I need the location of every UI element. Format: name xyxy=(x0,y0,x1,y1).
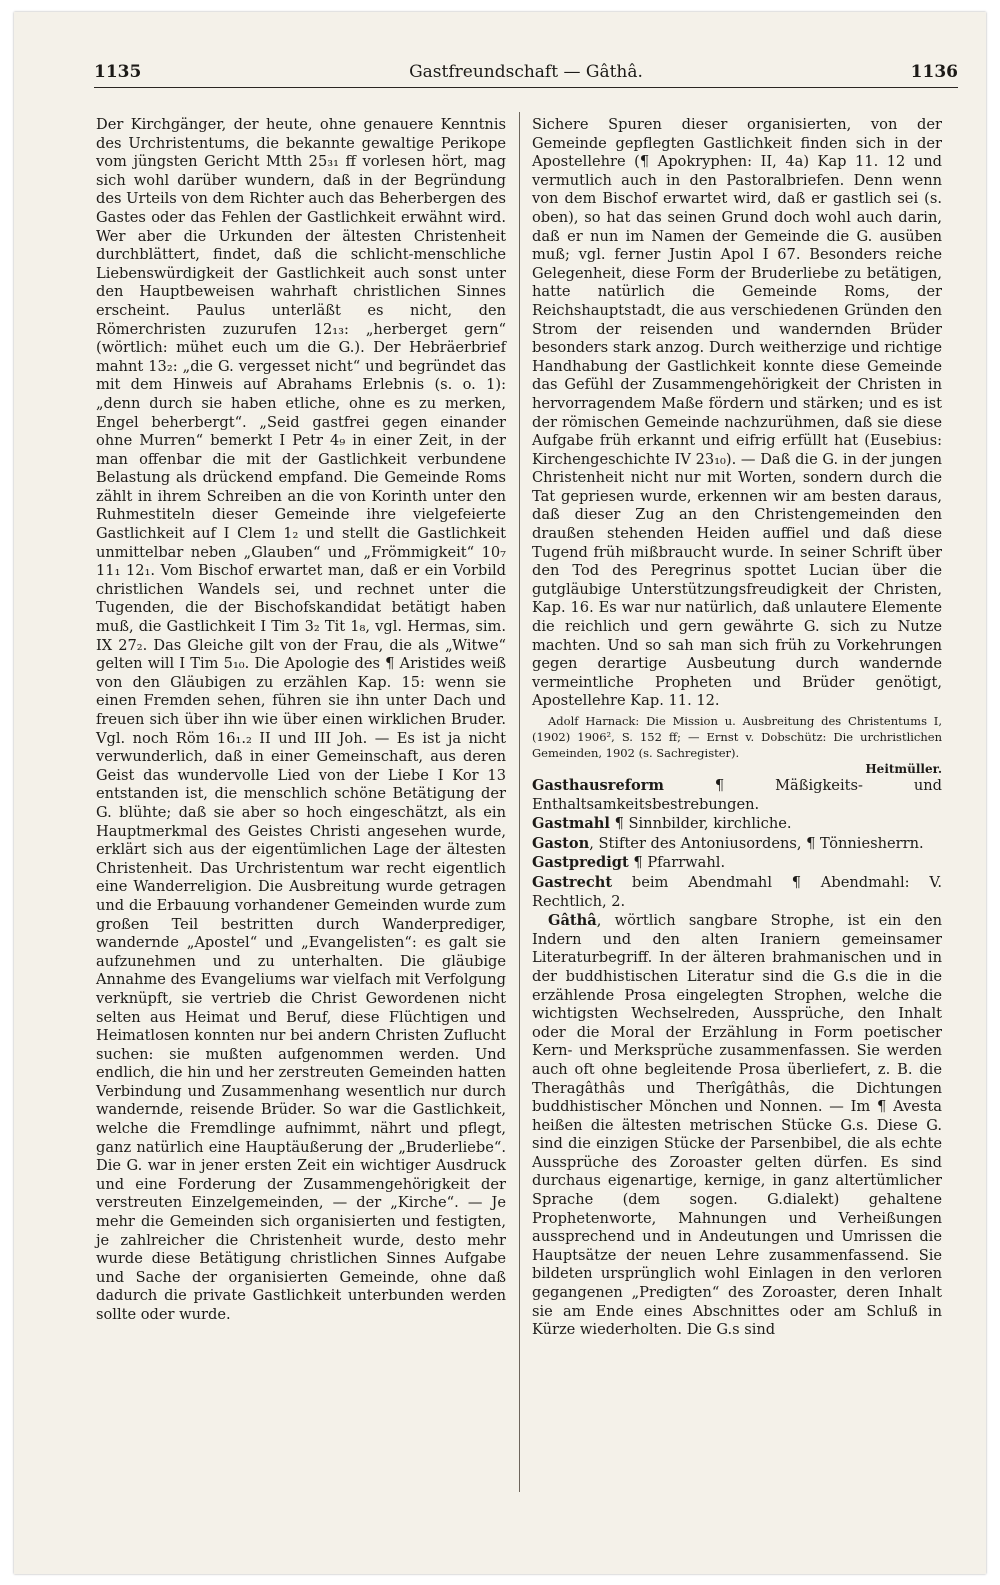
running-title: Gastfreundschaft — Gâthâ. xyxy=(409,62,643,82)
entry-text: ¶ Mäßigkeits- und Enthaltsamkeitsbestrebungen. xyxy=(532,777,942,813)
lemma: Gastpredigt xyxy=(532,854,629,872)
page-number-right: 1136 xyxy=(910,62,958,82)
entry-text: ¶ Sinnbilder, kirchliche. xyxy=(609,815,792,833)
page-number-left: 1135 xyxy=(94,62,142,82)
entry-gastmahl xyxy=(532,815,942,834)
article-author: Heitmüller. xyxy=(865,762,942,776)
lemma: Gastrecht xyxy=(532,873,613,891)
entry-text: , wörtlich sangbare Strophe, ist ein den Indern und den alten Iraniern gemeinsamer Literaturbegriff. In der älteren brahmanischen und in der buddhistischen Literatur sind die G.s die in die erzählende Prosa eingelegten Strophen, welche die wichtigsten Wechselreden, Aussprüche, den Inhalt oder die Moral der Erzählung in Form poetischer Kern- und Merksprüche zusammenfassen. Sie werden auch oft ohne begleitende Prosa überliefert, z. B. die Theragâthâs und Therîgâthâs, die Dichtungen buddhistischer Mönchen und Nonnen. — Im ¶ Avesta heißen die ältesten metrischen Stücke G.s. Diese G. sind die einzigen Stücke der Parsenbibel, die als echte Aussprüche des Zoroaster gelten dürfen. Es sind durchaus eigenartige, kernige, in ganz altertümlicher Sprache (dem sogen. G.dialekt) gehaltene Prophetenworte, Mahnungen und Verheißungen aussprechend und in Andeutungen und Umrissen die Hauptsätze der neuen Lehre zusammenfassend. Sie bildeten ursprünglich wohl Einlagen in den verloren gegangenen „Predigten“ des Zoroaster, deren Inhalt sie am Ende eines Abschnittes oder am Schluß in Kürze wiederholten. Die G.s sind xyxy=(532,912,942,1339)
lemma: Gastmahl xyxy=(532,815,610,833)
lemma: Gâthâ xyxy=(548,912,597,930)
right-column xyxy=(532,116,942,1340)
entry-gasthausreform xyxy=(532,777,942,814)
article-paragraph: Der Kirchgänger, der heute, ohne genauere Kenntnis des Urchristentums, die bekannte gewaltige Perikope vom jüngsten Gericht Mtth 25₃₁ ff vorlesen hört, mag sich wohl darüber wundern, daß in der Begründung des Urteils von dem Richter auch das Beherbergen des Gastes oder das Fehlen der Gastlichkeit erwähnt wird. Wer aber die Urkunden der ältesten Christenheit durchblättert, findet, daß die schlicht-menschliche Liebenswürdigkeit der Gastlichkeit auch sonst unter den Hauptbeweisen wahrhaft christlichen Sinnes erscheint. Paulus unterläßt es nicht, den Römerchristen zuzurufen 12₁₃: „herberget gern“ (wörtlich: mühet euch um die G.). Der Hebräerbrief mahnt 13₂: „die G. vergesset nicht“ und begründet das mit dem Hinweis auf Abrahams Erlebnis (s. o. 1): „denn durch sie haben etliche, ohne es zu merken, Engel beherbergt“. „Seid gastfrei gegen einander ohne Murren“ bemerkt I Petr 4₉ in einer Zeit, in der man offenbar die mit der Gastlichkeit verbundene Belastung als drückend empfand. Die Gemeinde Roms zählt in ihrem Schreiben an die von Korinth unter den Ruhmestiteln dieser Gemeinde ihre vielgefeierte Gastlichkeit auf I Clem 1₂ und stellt die Gastlichkeit unmittelbar neben „Glauben“ und „Frömmigkeit“ 10₇ 11₁ 12₁. Vom Bischof erwartet man, daß er ein Vorbild christlichen Wandels sei, und rechnet unter die Tugenden, die der Bischofskandidat betätigt haben muß, die Gastlichkeit I Tim 3₂ Tit 1₈, vgl. Hermas, sim. IX 27₂. Das Gleiche gilt von der Frau, die als „Witwe“ gelten will I Tim 5₁₀. Die Apologie des ¶ Aristides weiß von den Gläubigen zu erzählen Kap. 15: wenn sie einen Fremden sehen, führen sie ihn unter Dach und freuen sich über ihn wie über einen wirklichen Bruder. Vgl. noch Röm 16₁.₂ II und III Joh. — Es ist ja nicht verwunderlich, daß in einer Gemeinschaft, aus deren Geist das wundervolle Lied von der Liebe I Kor 13 entstanden ist, die menschlich schöne Betätigung der G. blühte; daß sie aber so hoch eingeschätzt, als ein Hauptmerkmal des Geistes Christi angesehen wurde, erklärt sich aus der eigentümlichen Lage der ältesten Christenheit. Das Urchristentum war recht eigentlich eine Wanderreligion. Die Ausbreitung wurde getragen und die Erbauung vorhandener Gemeinden wurde zum großen Teil bestritten durch Wanderprediger, wandernde „Apostel“ und „Evangelisten“: es galt sie aufzunehmen und zu unterhalten. Die gläubige Annahme des Evangeliums war vielfach mit Verfolgung verknüpft, sie vertrieb die Christ Gewordenen nicht selten aus Heimat und Beruf, diese Flüchtigen und Heimatlosen konnten nur bei andern Christen Zuflucht suchen: sie mußten aufgenommen werden. Und endlich, die hin und her zerstreuten Gemeinden hatten Verbindung und Zusammenhang wesentlich nur durch wandernde, reisende Brüder. So war die Gastlichkeit, welche die Fremdlinge aufnimmt, nährt und pflegt, ganz natürlich eine Hauptäußerung der „Bruderliebe“. Die G. war in jener ersten Zeit ein wichtiger Ausdruck und eine Forderung der Zusammengehörigkeit der verstreuten Einzelgemeinden, — der „Kirche“. — Je mehr die Gemeinden sich organisierten und festigten, je zahlreicher die Christenheit wurde, desto mehr wurde diese Betätigung christlichen Sinnes Aufgabe und Sache der organisierten Gemeinde, ohne daß dadurch die private Gastlichkeit unterbunden werden sollte oder wurde. xyxy=(96,116,506,1323)
running-header xyxy=(94,57,958,88)
column-divider xyxy=(519,112,520,1492)
entry-text: ¶ Pfarrwahl. xyxy=(628,854,726,872)
entry-gatha xyxy=(532,912,942,1340)
entry-text: beim Abendmahl ¶ Abendmahl: V. Rechtlich, 2. xyxy=(532,873,942,910)
bibliography: Adolf Harnack: Die Mission u. Ausbreitung des Christentums I, (1902) 1906², S. 152 ff; — Ernst v. Dobschütz: Die urchristlichen Gemeinden, 1902 (s. Sachregister). xyxy=(532,714,942,760)
book-page xyxy=(14,12,986,1574)
entry-gastpredigt xyxy=(532,854,942,873)
entry-gastrecht xyxy=(532,874,942,911)
entry-gaston xyxy=(532,835,942,854)
entry-text: , Stifter des Antoniusordens, ¶ Tönniesherrn. xyxy=(589,834,924,852)
lemma: Gasthausreform xyxy=(532,777,664,794)
lemma: Gaston xyxy=(532,834,590,852)
article-continuation: Sichere Spuren dieser organisierten, von der Gemeinde gepflegten Gastlichkeit finden sich in der Apostellehre (¶ Apokryphen: II, 4a) Kap 11. 12 und vermutlich auch in den Pastoralbriefen. Denn wenn von dem Bischof erwartet wird, daß er gastlich sei (s. oben), so hat das seinen Grund doch wohl auch darin, daß er nun im Namen der Gemeinde die G. ausüben muß; vgl. ferner Justin Apol I 67. Besonders reiche Gelegenheit, diese Form der Bruderliebe zu betätigen, hatte natürlich die Gemeinde Roms, der Reichshauptstadt, die aus verschiedenen Gründen den Strom der reisenden und wandernden Brüder besonders stark anzog. Durch weitherzige und richtige Handhabung der Gastlichkeit konnte diese Gemeinde das Gefühl der Zusammengehörigkeit der Christen in hervorragendem Maße fördern und stärken; und es ist der römischen Gemeinde nachzurühmen, daß sie diese Aufgabe früh erkannt und eifrig erfüllt hat (Eusebius: Kirchengeschichte IV 23₁₀). — Daß die G. in der jungen Christenheit nicht nur mit Worten, sondern durch die Tat gepriesen wurde, erkennen wir am besten daraus, daß dieser Zug an den Christengemeinden den draußen stehenden Heiden auffiel und daß diese Tugend früh mißbraucht wurde. In seiner Schrift über den Tod des Peregrinus spottet Lucian über die gutgläubige Unterstützungsfreudigkeit der Christen, Kap. 16. Es war nur natürlich, daß unlautere Elemente die reichlich und gern gewährte G. sich zu Nutze machten. Und so sah man sich früh zu Vorkehrungen gegen derartige Ausbeutung durch wandernde vermeintliche Propheten und Brüder genötigt, Apostellehre Kap. 11. 12. xyxy=(532,116,942,710)
left-column xyxy=(96,116,506,1325)
